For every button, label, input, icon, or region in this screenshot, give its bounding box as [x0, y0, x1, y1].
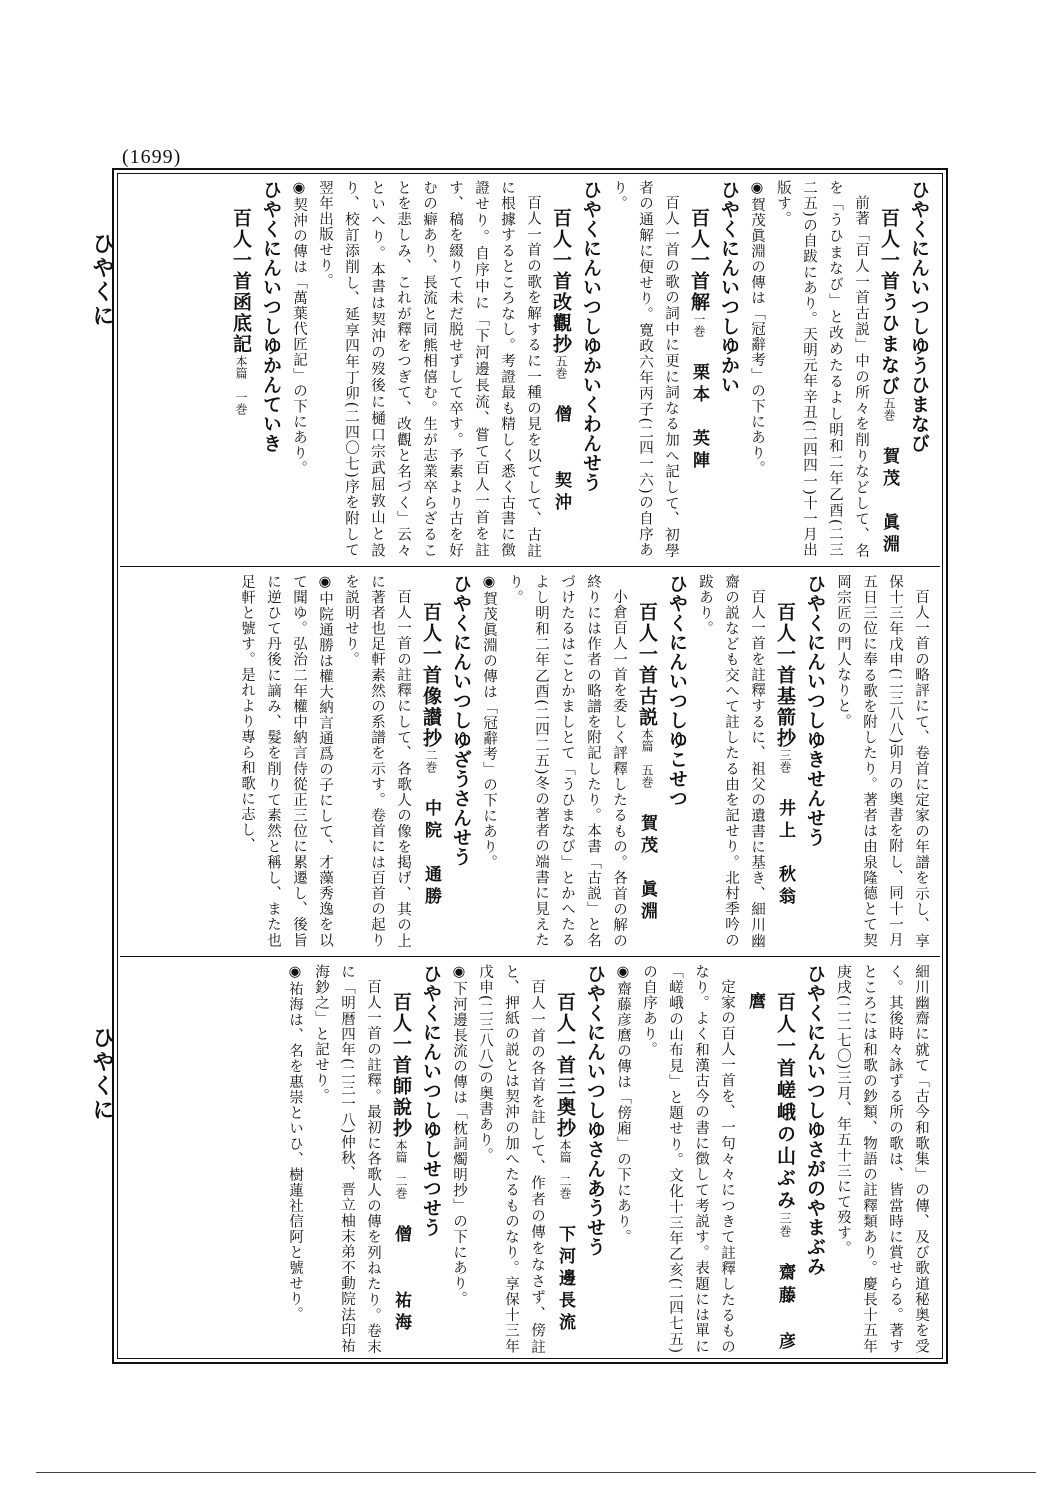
entry-title [550, 964, 580, 1354]
dictionary-entry-continued [830, 964, 934, 1354]
entry-volumes: 三巻 [778, 1211, 792, 1238]
entry-reading: ひやくにんいつしゆさんあうせう [584, 964, 606, 1257]
entry-reading: ひやくにんいつしゆさがのやまぶみ [804, 964, 826, 1276]
dictionary-entry [610, 964, 830, 1354]
dictionary-frame [112, 168, 948, 1364]
entry-note: ◉賀茂眞淵の傳は「冠辭考」の下にあり。 [481, 574, 497, 870]
entry-body: 百人一首の歌の詞中に更に詞なる加へ記して、初學者の通解に便せり。寛政六年丙子(二四一六)の自序あり。 [611, 180, 679, 558]
dictionary-entry [744, 180, 934, 558]
entry-reading: ひやくにんいつしゆかんていき [260, 180, 282, 453]
entry-title [740, 964, 800, 1354]
entry-body: 百人一首の略評にて、卷首に定家の年譜を示し、享保十三年戊申(二三八八)卯月の奥書を附し、同十一月五日三位に奉る歌を附したり。著者は由泉隆德とて契岡宗匠の門人なりと。 [835, 574, 929, 948]
entry-volumes: 本篇 一巻 [234, 355, 248, 415]
entry-title [684, 180, 714, 558]
tier-bottom [126, 964, 934, 1354]
dictionary-entry [234, 574, 476, 948]
entry-reading: ひやくにんいつしゆきせんせう [804, 574, 826, 847]
entry-note: ◉下河邊長流の傳は「枕詞燭明抄」の下にあり。 [451, 964, 467, 1307]
entry-title-text: 百人一首うひまなび [878, 208, 900, 397]
entry-title-text: 百人一首函底記 [230, 208, 252, 355]
entry-reading: ひやくにんいつしゆかい [718, 180, 740, 395]
entry-title [416, 574, 446, 948]
entry-note: ◉契沖の傳は「萬葉代匠記」の下にあり。 [291, 180, 307, 476]
entry-title [226, 180, 256, 558]
entry-note: ◉齋藤彦麿の傳は「傍廂」の下にあり。 [615, 964, 631, 1245]
entry-volumes: 五巻 [882, 397, 896, 421]
dictionary-entry [446, 964, 610, 1354]
entry-body: 細川幽齋に就て「古今和歌集」の傳、及び歌道秘奥を受く。其後時々詠ずる所の歌は、皆當時に賞せらる。著すところには和歌の鈔類、物語の註釋類あり。慶長十五年庚戌(二二七〇)三月、年五十三にて歿す。 [835, 964, 929, 1354]
entry-title-text: 百人一首解 [688, 208, 710, 313]
entry-volumes: 本篇 二巻 [394, 1139, 408, 1199]
tier-middle [126, 574, 934, 948]
tier-middle-text [126, 574, 934, 948]
running-header-bottom: ひやくに [89, 1026, 114, 1122]
entry-title-text: 百人一首像讃抄 [420, 602, 442, 749]
entry-note: ◉中院通勝は權大納言通爲の子にして、才藻秀逸を以て聞ゆ。弘治二年權中納言侍從正三位に累遷し、後旨に逆ひて丹後に謫み、髮を削りて素然と稱し、また也足軒と號す。是れより專ら和歌に志し、 [239, 574, 333, 948]
entry-reading: ひやくにんいつしゆしせつせう [420, 964, 442, 1237]
dictionary-entry [286, 180, 606, 558]
entry-reading: ひやくにんいつしゆこせつ [666, 574, 688, 808]
entry-volumes: 本篇 二巻 [558, 1139, 572, 1199]
entry-body: 小倉百人一首を委しく評釋したるもの。各首の解の終りには作者の略譜を附記したり。本書「古説」と名づけたるはことかましとて「うひまなび」とかへたるよし明和二年乙酉(二四二五)冬の著者の端書に見えたり。 [507, 574, 627, 948]
entry-body: 百人一首の註釋。最初に各歌人の傳を列ねたり。卷末に「明暦四年(二三一八)仲秋、晋立柚末弟不動院法印祐海鈔之」と記せり。 [313, 964, 381, 1354]
entry-reading: ひやくにんいつしゆうひまなび [908, 180, 930, 453]
entry-author: 下河邊長流 [555, 1224, 575, 1335]
entry-author: 中院 通勝 [421, 798, 441, 909]
entry-title [874, 180, 904, 558]
tier-divider [120, 566, 940, 567]
entry-body: 前著「百人一首古説」中の所々を削りなどして、名を「うひまなび」と改めたるよし明和二年乙酉(二三二五)の自跋にあり。天明元年辛丑(二四四一)十一月出版す。 [775, 180, 869, 558]
entry-title-text: 百人一首三奥抄 [554, 992, 576, 1139]
entry-title-text: 百人一首古説 [636, 602, 658, 728]
tier-bottom-text [126, 964, 934, 1354]
entry-title [632, 574, 662, 948]
entry-title-text: 百人一首改觀抄 [550, 208, 572, 355]
entry-author: 僧 契沖 [551, 404, 571, 515]
dictionary-entry [226, 180, 286, 558]
entry-body: 定家の百人一首を、一句々々につきて註釋したるものなり。よく和漢古今の書に徴して考説す。表題には單に「嵯峨の山布見」と題せり。文化十三年乙亥(二四七五)の自序あり。 [641, 964, 735, 1354]
entry-author: 賀茂 眞淵 [879, 446, 899, 557]
entry-volumes: 本篇 五巻 [640, 728, 654, 788]
dictionary-entry-continued [830, 574, 934, 948]
entry-author: 齋藤 彦麿 [745, 992, 795, 1354]
dictionary-entry [692, 574, 830, 948]
entry-title [546, 180, 576, 558]
entry-author: 賀茂 眞淵 [637, 813, 657, 924]
entry-title-text: 百人一首嵯峨の山ぶみ [774, 992, 796, 1212]
page-bottom-rule [36, 1472, 1036, 1473]
tier-top-text [126, 180, 934, 558]
entry-volumes: 三巻 [778, 749, 792, 773]
page-number: (1699) [122, 146, 182, 168]
entry-body: 百人一首の歌を解するに一種の見を以てして、古註に根據するところなし。考證最も精しく悉く古書に徴證せり。自序中に「下河邊長流、嘗て百人一首を註す、稿を綴りて未だ脱せずして卒す。予素より古を好むの癖あり、長流と同熊相僖む。生が志業卒らざることを悲しみ、これが釋をつぎて、改觀と名づく」云々といへり。本書は契沖の歿後に樋口宗武屈敦山と設り、校訂添削し、延享四年丁卯(二四〇七)序を附して翌年出版せり。 [317, 180, 541, 558]
entry-volumes: 一巻 [692, 313, 706, 337]
entry-author: 栗本 英陣 [689, 362, 709, 473]
entry-note: ◉祐海は、名を惠崇といひ、樹蓮社信阿と號せり。 [287, 964, 303, 1322]
entry-title [770, 574, 800, 948]
entry-title-text: 百人一首師說抄 [390, 992, 412, 1139]
tier-top [126, 180, 934, 558]
entry-note: ◉賀茂眞淵の傳は「冠辭考」の下にあり。 [749, 180, 765, 476]
entry-body: 百人一首の註釋にして、各歌人の像を掲げ、其の上に著者也足軒素然の系譜を示す。卷首には百首の起りを説明せり。 [343, 574, 411, 948]
entry-reading: ひやくにんいつしゆざうさんせう [450, 574, 472, 867]
dictionary-entry [282, 964, 446, 1354]
dictionary-entry [476, 574, 692, 948]
entry-title [386, 964, 416, 1354]
entry-author: 僧 祐海 [391, 1224, 411, 1335]
entry-body: 百人一首を註釋するに、祖父の遺書に基き、細川幽齋の説なども交へて註したる由を記せり。北村季吟の跋あり。 [697, 574, 765, 948]
entry-author: 井上 秋翁 [775, 798, 795, 909]
running-header-top: ひやくに [89, 232, 114, 328]
entry-reading: ひやくにんいつしゆかいくわんせう [580, 180, 602, 492]
dictionary-entry [606, 180, 744, 558]
entry-body: 百人一首の各首を註して、作者の傳をなさず、傍註と、押紙の説とは契沖の加へたるものなり。享保十三年戊申(二三八八)の奥書あり。 [477, 964, 545, 1354]
entry-title-text: 百人一首基箭抄 [774, 602, 796, 749]
entry-volumes: 二巻 [424, 749, 438, 773]
entry-volumes: 五巻 [554, 355, 568, 379]
tier-divider [120, 956, 940, 957]
